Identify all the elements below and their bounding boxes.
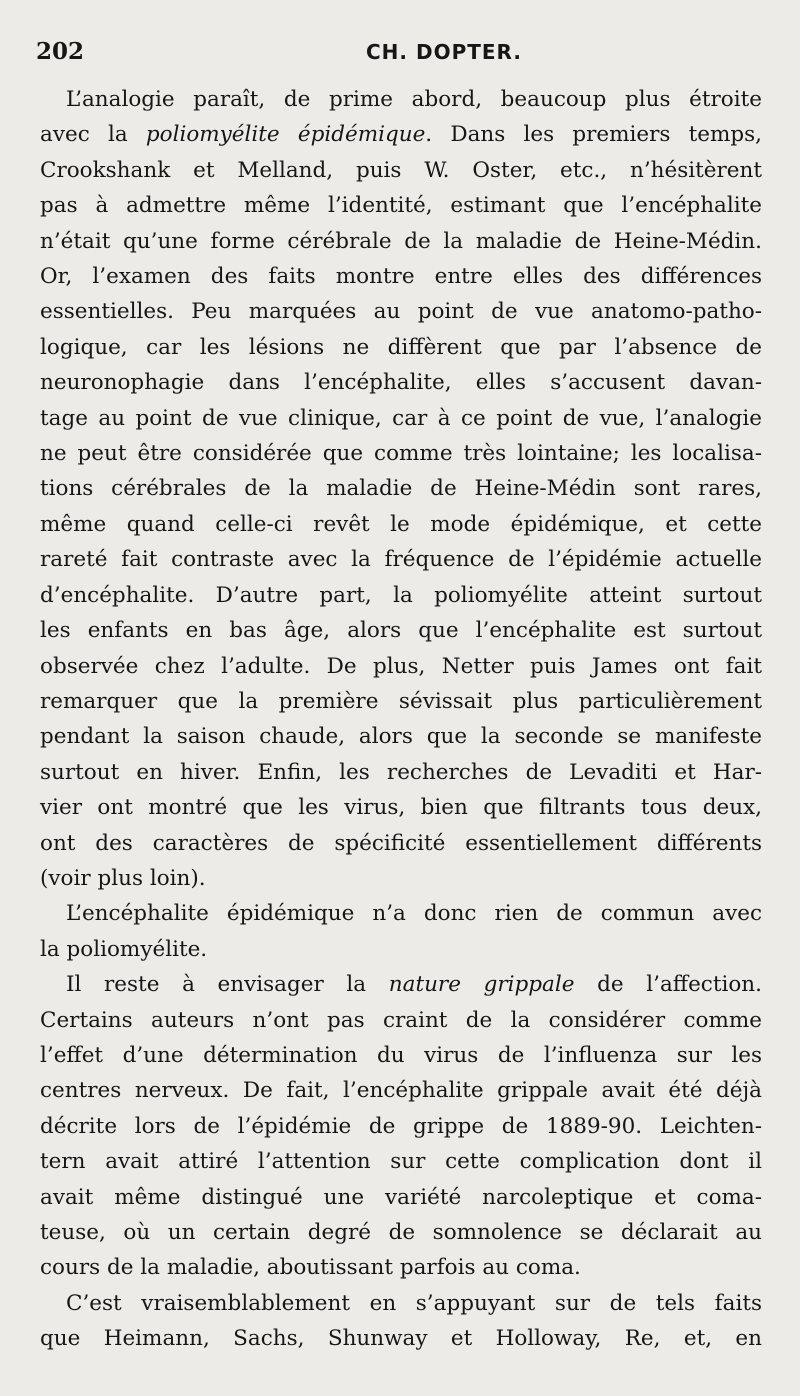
italic-term: poliomyélite épidémique: [145, 122, 426, 148]
text-line: avait même distingué une variété narcoleptique et coma-: [40, 1184, 762, 1210]
text-line: (voir plus loin).: [40, 865, 206, 891]
body-text: [40, 82, 762, 1357]
text-line: pas à admettre même l’identité, estimant que l’encéphalite: [40, 193, 762, 219]
text-line: Certains auteurs n’ont pas craint de la considérer comme: [40, 1007, 762, 1033]
page-number: 202: [36, 38, 85, 65]
text-line: l’effet d’une détermination du virus de l’influenza sur les: [40, 1042, 762, 1068]
text-line: surtout en hiver. Enfin, les recherches de Levaditi et Har-: [40, 759, 762, 785]
paragraph-analogie: [40, 82, 762, 896]
text-line: Crookshank et Melland, puis W. Oster, etc., n’hésitèrent: [40, 157, 762, 183]
text-line: [40, 117, 762, 152]
running-head: CH. DOPTER.: [366, 40, 522, 64]
text-line: pendant la saison chaude, alors que la seconde se manifeste: [40, 724, 762, 750]
text-line: décrite lors de l’épidémie de grippe de 1889-90. Leichten-: [40, 1113, 762, 1139]
text-span: de l’affection.: [574, 972, 762, 998]
paragraph-heimann: [40, 1286, 762, 1357]
text-line: centres nerveux. De fait, l’encéphalite grippale avait été déjà: [40, 1078, 762, 1104]
text-line: la poliomyélite.: [40, 936, 208, 962]
text-line: vier ont montré que les virus, bien que filtrants tous deux,: [40, 795, 762, 821]
text-line: que Heimann, Sachs, Shunway et Holloway, Re, et, en: [40, 1326, 762, 1352]
text-line: C’est vraisemblablement en s’appuyant sur de tels faits: [66, 1290, 762, 1316]
text-span: . Dans les premiers temps,: [425, 122, 762, 148]
text-line: Or, l’examen des faits montre entre elles des différences: [40, 264, 762, 290]
text-line: [40, 967, 762, 1002]
text-line: tern avait attiré l’attention sur cette complication dont il: [40, 1149, 762, 1175]
text-line: neuronophagie dans l’encéphalite, elles s’accusent davan-: [40, 370, 762, 396]
paragraph-conclusion: [40, 896, 762, 967]
paragraph-nature-grippale: [40, 967, 762, 1286]
text-line: L’analogie paraît, de prime abord, beaucoup plus étroite: [66, 87, 762, 112]
text-line: logique, car les lésions ne diffèrent que par l’absence de: [40, 334, 762, 360]
italic-term: nature grippale: [388, 972, 575, 998]
text-line: observée chez l’adulte. De plus, Netter puis James ont fait: [40, 653, 762, 679]
text-span: avec la: [40, 122, 146, 148]
page-header: [36, 36, 760, 70]
text-line: essentielles. Peu marquées au point de vue anatomo-patho-: [40, 299, 762, 325]
text-line: tions cérébrales de la maladie de Heine-Médin sont rares,: [40, 476, 762, 502]
text-line: remarquer que la première sévissait plus particulièrement: [40, 688, 762, 714]
text-line: même quand celle-ci revêt le mode épidémique, et cette: [40, 511, 762, 537]
text-span: Il reste à envisager la: [66, 972, 389, 998]
text-line: cours de la maladie, aboutissant parfois au coma.: [40, 1255, 581, 1281]
text-line: rareté fait contraste avec la fréquence de l’épidémie actuelle: [40, 547, 762, 573]
text-line: ne peut être considérée que comme très lointaine; les localisa-: [40, 441, 762, 467]
text-line: ont des caractères de spécificité essentiellement différents: [40, 830, 762, 856]
text-line: n’était qu’une forme cérébrale de la maladie de Heine-Médin.: [40, 228, 762, 254]
text-line: teuse, où un certain degré de somnolence se déclarait au: [40, 1220, 762, 1245]
text-line: L’encéphalite épidémique n’a donc rien de commun avec: [66, 901, 762, 927]
text-line: tage au point de vue clinique, car à ce point de vue, l’analogie: [40, 405, 762, 431]
text-line: d’encéphalite. D’autre part, la poliomyélite atteint surtout: [40, 582, 762, 608]
text-line: les enfants en bas âge, alors que l’encéphalite est surtout: [40, 618, 762, 644]
